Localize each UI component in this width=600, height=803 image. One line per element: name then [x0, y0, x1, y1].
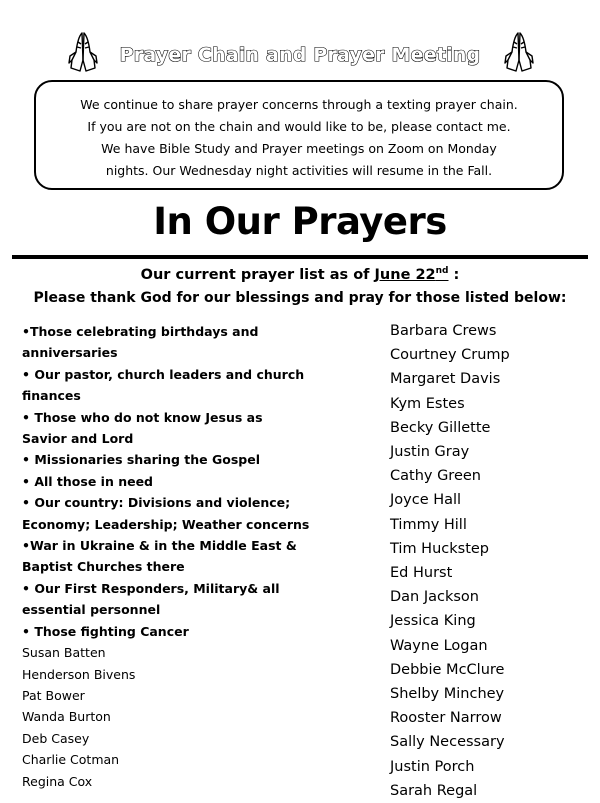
prayer-name: Rooster Narrow — [390, 710, 502, 727]
concern-line: Savior and Lord — [22, 431, 134, 447]
praying-hands-icon — [502, 30, 536, 74]
concern-line: essential personnel — [22, 602, 161, 618]
notice-box — [34, 80, 564, 190]
prayer-name: Regina Cox — [22, 773, 93, 789]
concern-line: Baptist Churches there — [22, 559, 185, 575]
notice-line: If you are not on the chain and would like to be, please contact me. — [87, 119, 511, 134]
prayer-name: Joyce Hall — [390, 492, 462, 509]
list-date-prefix: Our current prayer list as of — [140, 266, 375, 283]
concern-line: • Our country: Divisions and violence; — [22, 495, 291, 511]
list-date: June 22 — [374, 266, 436, 283]
notice-line: nights. Our Wednesday night activities will resume in the Fall. — [105, 163, 493, 178]
prayer-name: Shelby Minchey — [390, 686, 505, 703]
prayer-name: Deb Casey — [22, 730, 90, 746]
prayer-name: Sally Necessary — [390, 734, 505, 751]
notice-line: We continue to share prayer concerns through a texting prayer chain. — [80, 97, 518, 112]
prayer-name: Wanda Burton — [22, 709, 111, 725]
prayer-name: Jessica King — [390, 613, 476, 630]
page-title: In Our Prayers — [153, 200, 447, 243]
prayer-name: Charlie Cotman — [22, 752, 120, 768]
prayer-name: Timmy Hill — [390, 516, 467, 533]
concern-line: anniversaries — [22, 345, 118, 361]
prayer-list-date — [0, 266, 600, 283]
prayer-name: Dan Jackson — [390, 589, 479, 606]
divider — [12, 255, 588, 259]
prayer-name: Henderson Bivens — [22, 666, 136, 682]
prayer-name: Tim Huckstep — [390, 540, 490, 557]
notice-line: We have Bible Study and Prayer meetings on Zoom on Monday — [101, 141, 497, 156]
concern-line: • Our pastor, church leaders and church — [22, 366, 305, 382]
right-column — [390, 319, 590, 803]
concern-line: •War in Ukraine & in the Middle East & — [22, 538, 297, 554]
concern-line: finances — [22, 388, 81, 404]
thank-line: Please thank God for our blessings and pray for those listed below: — [33, 290, 567, 306]
prayer-name: Susan Batten — [22, 645, 106, 661]
prayer-name: Justin Porch — [390, 758, 475, 775]
prayer-name: Debbie McClure — [390, 661, 505, 678]
banner-title: Prayer Chain and Prayer Meeting — [119, 44, 481, 66]
concern-line: • All those in need — [22, 473, 154, 489]
concern-line: • Those who do not know Jesus as — [22, 409, 263, 425]
concern-line: • Missionaries sharing the Gospel — [22, 452, 260, 468]
prayer-name: Margaret Davis — [390, 371, 501, 388]
prayer-name: Wayne Logan — [390, 637, 488, 654]
prayer-name: Justin Gray — [390, 444, 470, 461]
prayer-name: Ed Hurst — [390, 565, 453, 582]
prayer-name: Barbara Crews — [390, 323, 497, 339]
concern-line: • Those fighting Cancer — [22, 623, 189, 639]
prayer-name: Kym Estes — [390, 395, 465, 412]
list-date-colon: : — [448, 266, 460, 283]
concern-line: • Our First Responders, Military& all — [22, 580, 280, 596]
prayer-name: Cathy Green — [390, 468, 481, 485]
list-date-suffix: nd — [435, 266, 449, 276]
banner — [0, 30, 600, 74]
praying-hands-icon — [66, 30, 100, 74]
prayer-name: Becky Gillette — [390, 419, 491, 436]
prayer-name: Courtney Crump — [390, 347, 510, 364]
prayer-name: Pat Bower — [22, 687, 85, 703]
concern-line: Economy; Leadership; Weather concerns — [22, 516, 310, 532]
concern-line: •Those celebrating birthdays and — [22, 324, 259, 339]
prayer-name: Sarah Regal — [390, 782, 478, 799]
left-column — [22, 321, 362, 792]
